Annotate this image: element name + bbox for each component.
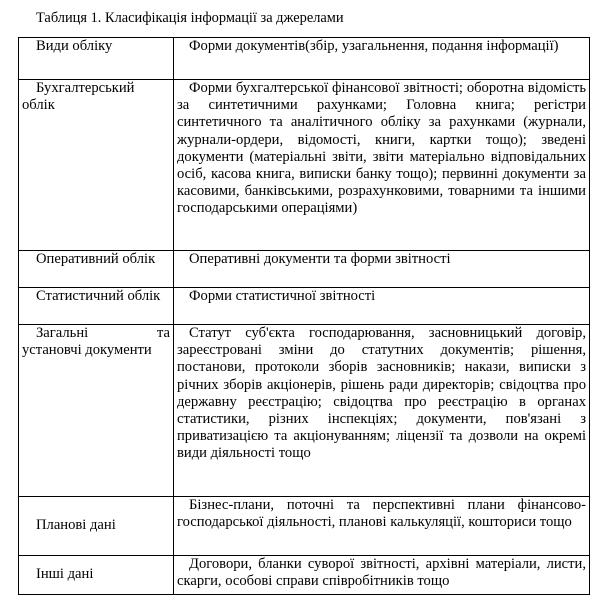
cell-kind [19,251,174,288]
table-row [19,251,590,288]
header-cell-kind [19,38,174,80]
kind-line-1 [22,325,170,342]
cell-kind [19,497,174,556]
table-row [19,325,590,497]
forms-text: Оперативні документи та форми звітності [189,251,451,267]
kind-text: Інші дані [36,565,94,582]
kind-text: Статистичний облік [36,288,161,304]
table-row [19,497,590,556]
table-row [19,556,590,595]
cell-kind [19,288,174,325]
forms-text: Форми статистичної звітності [189,288,376,304]
kind-text: Планові дані [36,516,116,533]
forms-text: Договори, бланки суворої звітності, архівні матеріали, листи, скарги, особові справи співробітників тощо [177,556,586,590]
forms-text: Статут суб'єкта господарювання, засновницький договір, зареєстровані зміни до статутних документів; рішення, постанови, протоколи зборів засновників; накази, виписки з річних зборів акціонерів, рішень ради директорів; свідоцтва про державну реєстрацію; свідоцтва про реєстрацію в органах статистики, різних інспекціях; документи, пов'язані з приватизацією та акціонуванням; ліцензії та дозволи на окремі види діяльності тощо [177,325,586,462]
table-row [19,80,590,251]
table-header-row [19,38,590,80]
cell-kind [19,556,174,595]
kind-text: Оперативний облік [36,251,156,267]
cell-forms [174,251,590,288]
cell-kind [19,80,174,251]
header-kind-text: Види обліку [36,38,113,54]
cell-forms [174,325,590,497]
kind-text: Бухгалтерський облік [22,80,135,114]
cell-forms [174,288,590,325]
table-caption: Таблиця 1. Класифікація інформації за джерелами [36,10,344,26]
kind-text-part2: установчі документи [22,342,152,359]
forms-text: Форми бухгалтерської фінансової звітності; оборотна відомість за синтетичними рахунками; Головна книга; регістри синтетичного та аналітичного обліку за рахунками (журнали, журнали-ордери, відомості, книги, картки тощо); зведені документи (матеріальні звіти, звіти матеріально відповідальних осіб, касова книга, виписки банку тощо); первинні документи за касовими, банківськими, розрахунковими, товарними та іншими господарськими операціями) [177,80,586,217]
cell-forms [174,80,590,251]
cell-forms [174,556,590,595]
kind-line-2 [22,342,170,359]
table-row [19,288,590,325]
header-forms-text: Форми документів(збір, узагальнення, подання інформації) [189,38,559,54]
cell-forms [174,497,590,556]
kind-text-part1: Загальні та [36,325,170,341]
classification-table [18,37,590,595]
cell-kind [19,325,174,497]
header-cell-forms [174,38,590,80]
forms-text: Бізнес-плани, поточні та перспективні плани фінансово-господарської діяльності, планові калькуляції, кошториси тощо [177,497,586,531]
